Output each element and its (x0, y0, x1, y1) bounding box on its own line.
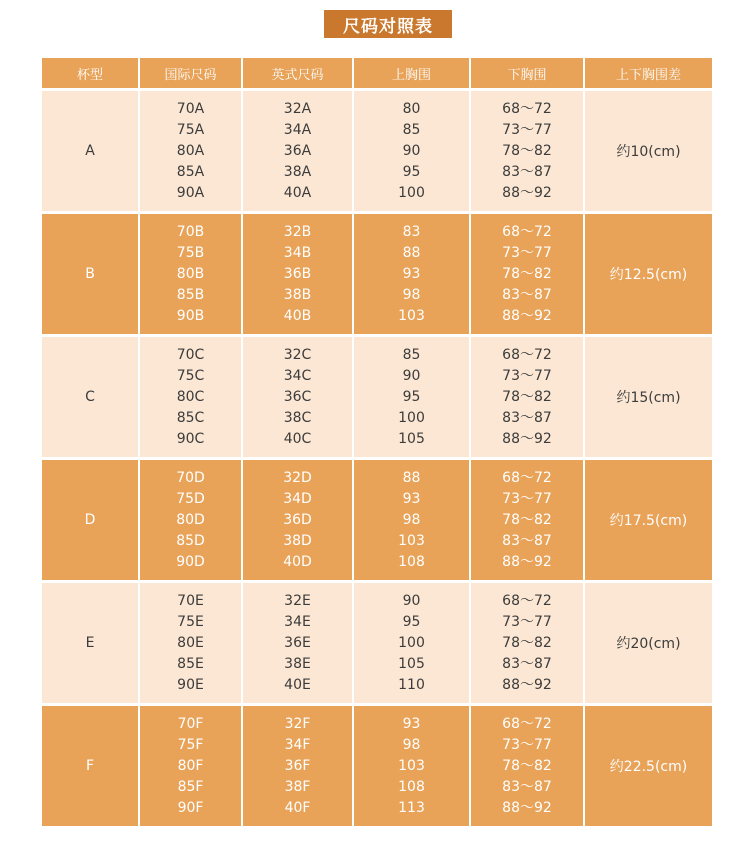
under-bust-value: 73～77 (502, 244, 552, 261)
intl-size-value: 75B (176, 244, 205, 261)
intl-size-value: 75D (176, 490, 205, 507)
under-bust-value: 78～82 (502, 757, 552, 774)
intl-size-value: 90A (176, 184, 205, 201)
bust-difference-cell: 约17.5(cm) (584, 459, 712, 582)
intl-size-value: 80E (177, 634, 204, 651)
under-bust-value: 83～87 (502, 286, 552, 303)
intl-size-cell (139, 336, 242, 459)
uk-size-value: 32D (283, 469, 312, 486)
uk-size-value: 40E (284, 676, 311, 693)
header-upper-bust: 上胸围 (353, 58, 470, 90)
table-row (42, 336, 712, 459)
intl-size-value: 70B (176, 223, 205, 240)
header-bust-difference: 上下胸围差 (584, 58, 712, 90)
cup-cell: A (42, 90, 139, 213)
uk-size-cell (242, 582, 353, 705)
header-cup: 杯型 (42, 58, 139, 90)
uk-size-cell (242, 705, 353, 828)
under-bust-value: 68～72 (502, 223, 552, 240)
bust-difference-cell: 约10(cm) (584, 90, 712, 213)
under-bust-cell (470, 582, 584, 705)
upper-bust-value: 88 (402, 469, 421, 486)
uk-size-value: 36A (283, 142, 312, 159)
under-bust-value: 68～72 (502, 715, 552, 732)
upper-bust-value: 110 (398, 676, 425, 693)
header-row (42, 58, 712, 90)
uk-size-value: 38A (283, 163, 312, 180)
upper-bust-value: 95 (402, 388, 421, 405)
uk-size-value: 32C (283, 346, 312, 363)
under-bust-value: 68～72 (502, 346, 552, 363)
uk-size-cell (242, 90, 353, 213)
intl-size-value: 70C (176, 346, 205, 363)
uk-size-value: 32F (284, 715, 311, 732)
size-chart-table (42, 58, 712, 829)
intl-size-value: 80F (177, 757, 204, 774)
intl-size-value: 90F (177, 799, 204, 816)
upper-bust-cell (353, 336, 470, 459)
uk-size-value: 32E (284, 592, 311, 609)
intl-size-value: 90D (176, 553, 205, 570)
intl-size-value: 70D (176, 469, 205, 486)
upper-bust-value: 93 (402, 715, 421, 732)
uk-size-value: 34C (283, 367, 312, 384)
under-bust-cell (470, 705, 584, 828)
under-bust-value: 73～77 (502, 490, 552, 507)
intl-size-cell (139, 459, 242, 582)
upper-bust-value: 85 (402, 346, 421, 363)
upper-bust-value: 108 (398, 553, 425, 570)
under-bust-value: 88～92 (502, 307, 552, 324)
under-bust-cell (470, 336, 584, 459)
under-bust-value: 88～92 (502, 430, 552, 447)
uk-size-value: 36B (283, 265, 312, 282)
upper-bust-value: 103 (398, 532, 425, 549)
intl-size-value: 85B (176, 286, 205, 303)
cup-cell: C (42, 336, 139, 459)
table-row (42, 90, 712, 213)
page-title: 尺码对照表 (324, 10, 452, 38)
intl-size-value: 85D (176, 532, 205, 549)
upper-bust-cell (353, 582, 470, 705)
uk-size-value: 32A (283, 100, 312, 117)
bust-difference-cell: 约12.5(cm) (584, 213, 712, 336)
under-bust-value: 73～77 (502, 121, 552, 138)
under-bust-value: 73～77 (502, 736, 552, 753)
upper-bust-value: 103 (398, 757, 425, 774)
table-row (42, 213, 712, 336)
upper-bust-value: 100 (398, 409, 425, 426)
bust-difference-cell: 约15(cm) (584, 336, 712, 459)
uk-size-value: 38F (284, 778, 311, 795)
table-row (42, 705, 712, 828)
cup-cell: B (42, 213, 139, 336)
upper-bust-value: 105 (398, 655, 425, 672)
intl-size-cell (139, 213, 242, 336)
intl-size-value: 75C (176, 367, 205, 384)
under-bust-value: 88～92 (502, 184, 552, 201)
uk-size-value: 40A (283, 184, 312, 201)
intl-size-value: 85E (177, 655, 204, 672)
uk-size-value: 38D (283, 532, 312, 549)
uk-size-value: 40F (284, 799, 311, 816)
intl-size-value: 90B (176, 307, 205, 324)
table-row (42, 459, 712, 582)
table-row (42, 582, 712, 705)
uk-size-value: 36C (283, 388, 312, 405)
upper-bust-value: 105 (398, 430, 425, 447)
upper-bust-value: 90 (402, 592, 421, 609)
under-bust-value: 68～72 (502, 469, 552, 486)
under-bust-value: 68～72 (502, 100, 552, 117)
bust-difference-cell: 约22.5(cm) (584, 705, 712, 828)
under-bust-value: 78～82 (502, 142, 552, 159)
intl-size-value: 70E (177, 592, 204, 609)
upper-bust-value: 88 (402, 244, 421, 261)
uk-size-value: 38B (283, 286, 312, 303)
uk-size-value: 34F (284, 736, 311, 753)
under-bust-value: 88～92 (502, 799, 552, 816)
uk-size-value: 36E (284, 634, 311, 651)
header-under-bust: 下胸围 (470, 58, 584, 90)
upper-bust-value: 80 (402, 100, 421, 117)
cup-cell: E (42, 582, 139, 705)
intl-size-value: 80D (176, 511, 205, 528)
uk-size-value: 32B (283, 223, 312, 240)
upper-bust-value: 85 (402, 121, 421, 138)
upper-bust-value: 90 (402, 367, 421, 384)
under-bust-value: 83～87 (502, 778, 552, 795)
intl-size-cell (139, 90, 242, 213)
uk-size-value: 40B (283, 307, 312, 324)
under-bust-value: 73～77 (502, 367, 552, 384)
intl-size-value: 75E (177, 613, 204, 630)
bust-difference-cell: 约20(cm) (584, 582, 712, 705)
uk-size-cell (242, 459, 353, 582)
upper-bust-value: 95 (402, 613, 421, 630)
under-bust-value: 78～82 (502, 388, 552, 405)
uk-size-cell (242, 336, 353, 459)
under-bust-value: 68～72 (502, 592, 552, 609)
under-bust-cell (470, 459, 584, 582)
under-bust-value: 78～82 (502, 265, 552, 282)
under-bust-value: 83～87 (502, 532, 552, 549)
intl-size-value: 80B (176, 265, 205, 282)
upper-bust-value: 113 (398, 799, 425, 816)
uk-size-value: 38E (284, 655, 311, 672)
upper-bust-value: 100 (398, 634, 425, 651)
upper-bust-value: 90 (402, 142, 421, 159)
header-intl-size: 国际尺码 (139, 58, 242, 90)
uk-size-value: 36D (283, 511, 312, 528)
uk-size-value: 34B (283, 244, 312, 261)
upper-bust-value: 98 (402, 511, 421, 528)
under-bust-value: 83～87 (502, 163, 552, 180)
uk-size-value: 34E (284, 613, 311, 630)
uk-size-value: 34D (283, 490, 312, 507)
intl-size-value: 80C (176, 388, 205, 405)
upper-bust-value: 98 (402, 286, 421, 303)
upper-bust-cell (353, 90, 470, 213)
uk-size-cell (242, 213, 353, 336)
intl-size-value: 90E (177, 676, 204, 693)
cup-cell: D (42, 459, 139, 582)
under-bust-value: 78～82 (502, 511, 552, 528)
uk-size-value: 36F (284, 757, 311, 774)
upper-bust-value: 100 (398, 184, 425, 201)
uk-size-value: 34A (283, 121, 312, 138)
uk-size-value: 38C (283, 409, 312, 426)
upper-bust-value: 95 (402, 163, 421, 180)
intl-size-value: 75A (176, 121, 205, 138)
header-uk-size: 英式尺码 (242, 58, 353, 90)
intl-size-value: 85A (176, 163, 205, 180)
under-bust-cell (470, 90, 584, 213)
upper-bust-value: 83 (402, 223, 421, 240)
intl-size-value: 90C (176, 430, 205, 447)
intl-size-value: 85F (177, 778, 204, 795)
upper-bust-value: 93 (402, 490, 421, 507)
upper-bust-value: 108 (398, 778, 425, 795)
uk-size-value: 40D (283, 553, 312, 570)
under-bust-value: 88～92 (502, 553, 552, 570)
intl-size-value: 70F (177, 715, 204, 732)
upper-bust-cell (353, 459, 470, 582)
under-bust-cell (470, 213, 584, 336)
under-bust-value: 88～92 (502, 676, 552, 693)
upper-bust-value: 103 (398, 307, 425, 324)
upper-bust-value: 98 (402, 736, 421, 753)
uk-size-value: 40C (283, 430, 312, 447)
upper-bust-value: 93 (402, 265, 421, 282)
upper-bust-cell (353, 705, 470, 828)
intl-size-value: 80A (176, 142, 205, 159)
upper-bust-cell (353, 213, 470, 336)
intl-size-value: 85C (176, 409, 205, 426)
intl-size-value: 75F (177, 736, 204, 753)
under-bust-value: 83～87 (502, 409, 552, 426)
under-bust-value: 78～82 (502, 634, 552, 651)
intl-size-cell (139, 582, 242, 705)
cup-cell: F (42, 705, 139, 828)
under-bust-value: 73～77 (502, 613, 552, 630)
under-bust-value: 83～87 (502, 655, 552, 672)
intl-size-value: 70A (176, 100, 205, 117)
intl-size-cell (139, 705, 242, 828)
